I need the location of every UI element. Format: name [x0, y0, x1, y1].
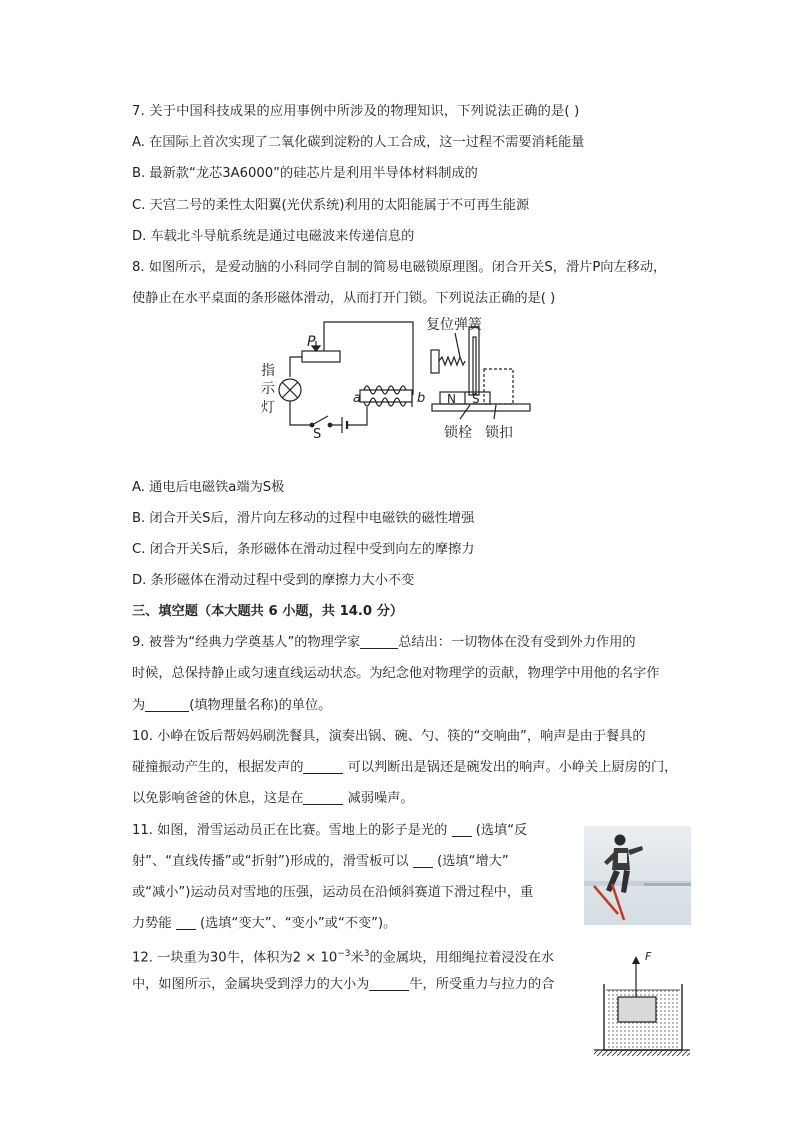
- q10-answer-blank-2[interactable]: [303, 790, 343, 805]
- q9-text: 9. 被誉为“经典力学奠基人”的物理学家: [132, 635, 361, 650]
- q8-stem-line2: 使静止在水平桌面的条形磁体滑动，从而打开门锁。下列说法正确的是( ): [132, 291, 556, 306]
- q10-text: 可以判断出是锅还是碗发出的响声。小峥关上厨房的门，: [343, 760, 678, 775]
- q8-label-s-pole: S: [472, 392, 480, 406]
- q7-option-b: B. 最新款“龙芯3A6000”的硅芯片是利用半导体材料制成的: [132, 166, 478, 181]
- q11-line-3: 或“减小”)运动员对雪地的压强，运动员在沿倾斜赛道下滑过程中，重: [132, 885, 534, 900]
- q9-answer-blank-2[interactable]: [145, 697, 189, 712]
- q8-option-c: C. 闭合开关S后，条形磁体在滑动过程中受到向左的摩擦力: [132, 542, 475, 557]
- q10-line-1: 10. 小峥在饭后帮妈妈刷洗餐具，演奏出锅、碗、勺、筷的“交响曲”，响声是由于餐具的: [132, 729, 646, 744]
- q8-label-latch: 锁扣: [485, 425, 513, 441]
- q8-label-n: N: [447, 392, 456, 406]
- q11-answer-blank-2[interactable]: [413, 853, 433, 868]
- q8-label-s: S: [313, 427, 322, 442]
- q8-label-indicator-1: 指: [261, 363, 275, 379]
- q10-answer-blank-1[interactable]: [303, 759, 343, 774]
- q12-force-label: F: [645, 950, 652, 963]
- q10-line-3: [132, 790, 414, 808]
- q7-option-d: D. 车载北斗导航系统是通过电磁波来传递信息的: [132, 229, 415, 244]
- q12-line-2: [132, 976, 554, 994]
- q12-exponent: −3: [337, 949, 351, 959]
- q11-text: (选填“变大”、“变小”或“不变”)。: [199, 916, 397, 931]
- q12-text: 的金属块，用细绳拉着浸没在水: [369, 950, 555, 966]
- q7-option-c: C. 天宫二号的柔性太阳翼(光伏系统)利用的太阳能属于不可再生能源: [132, 198, 530, 213]
- q8-label-a: a: [353, 391, 361, 406]
- q11-line-1: [132, 822, 527, 840]
- q8-label-indicator-3: 灯: [261, 400, 275, 416]
- beaker-block-diagram: [592, 946, 692, 1060]
- skier-photo: [584, 826, 691, 925]
- q8-option-b: B. 闭合开关S后，滑片向左移动的过程中电磁铁的磁性增强: [132, 511, 475, 526]
- q8-stem-line1: 8. 如图所示，是爱动脑的小科同学自制的简易电磁锁原理图。闭合开关S，滑片P向左移动，: [132, 260, 667, 275]
- q11-answer-blank-1[interactable]: [452, 822, 472, 837]
- q12-unit: 米: [350, 950, 364, 966]
- q8-label-indicator-2: 示: [261, 381, 275, 397]
- q11-line-4: [132, 915, 396, 933]
- q11-text: 力势能: [132, 916, 172, 931]
- q7-option-a: A. 在国际上首次实现了二氧化碳到淀粉的人工合成，这一过程不需要消耗能量: [132, 135, 585, 150]
- q11-text: (选填“反: [475, 823, 528, 838]
- q8-label-b: b: [417, 391, 426, 406]
- q10-text: 减弱噪声。: [343, 791, 414, 806]
- q12-answer-blank-1[interactable]: [369, 976, 409, 991]
- q8-label-p: P: [307, 334, 316, 350]
- q12-text: 12. 一块重为30牛，体积为2 × 10: [132, 950, 338, 966]
- q9-line-1: [132, 634, 636, 652]
- q12-line-1: [132, 945, 554, 967]
- q11-text: (选填“增大”: [437, 854, 509, 869]
- q7-stem: 7. 关于中国科技成果的应用事例中所涉及的物理知识，下列说法正确的是( ): [132, 104, 580, 119]
- q9-line-3: [132, 697, 331, 715]
- q11-text: 11. 如图，滑雪运动员正在比赛。雪地上的影子是光的: [132, 823, 448, 838]
- q12-text: 中，如图所示，金属块受到浮力的大小为: [132, 977, 370, 992]
- q11-line-2: [132, 853, 509, 871]
- q8-label-spring: 复位弹簧: [426, 317, 482, 333]
- q8-electromagnetic-lock-diagram: [250, 313, 540, 448]
- q10-text: 以免影响爸爸的休息，这是在: [132, 791, 304, 806]
- q9-text: 总结出：一切物体在没有受到外力作用的: [398, 635, 636, 650]
- q10-text: 碰撞振动产生的，根据发声的: [132, 760, 304, 775]
- q12-text: 牛，所受重力与拉力的合: [409, 977, 555, 992]
- q8-label-bolt: 锁栓: [444, 425, 472, 441]
- q9-answer-blank-1[interactable]: [360, 634, 398, 649]
- q9-text: (填物理量名称)的单位。: [189, 698, 332, 713]
- section-heading-fill-in: 三、填空题（本大题共 6 小题，共 14.0 分）: [132, 604, 404, 619]
- q12-unit-exponent: 3: [363, 949, 370, 959]
- q11-answer-blank-3[interactable]: [176, 915, 196, 930]
- q11-text: 射”、“直线传播”或“折射”)形成的，滑雪板可以: [132, 854, 409, 869]
- q8-option-a: A. 通电后电磁铁a端为S极: [132, 480, 285, 495]
- q9-text: 为: [132, 698, 146, 713]
- q10-line-2: [132, 759, 677, 777]
- q9-line-2: 时候，总保持静止或匀速直线运动状态。为纪念他对物理学的贡献，物理学中用他的名字作: [132, 666, 660, 681]
- q8-option-d: D. 条形磁体在滑动过程中受到的摩擦力大小不变: [132, 573, 415, 588]
